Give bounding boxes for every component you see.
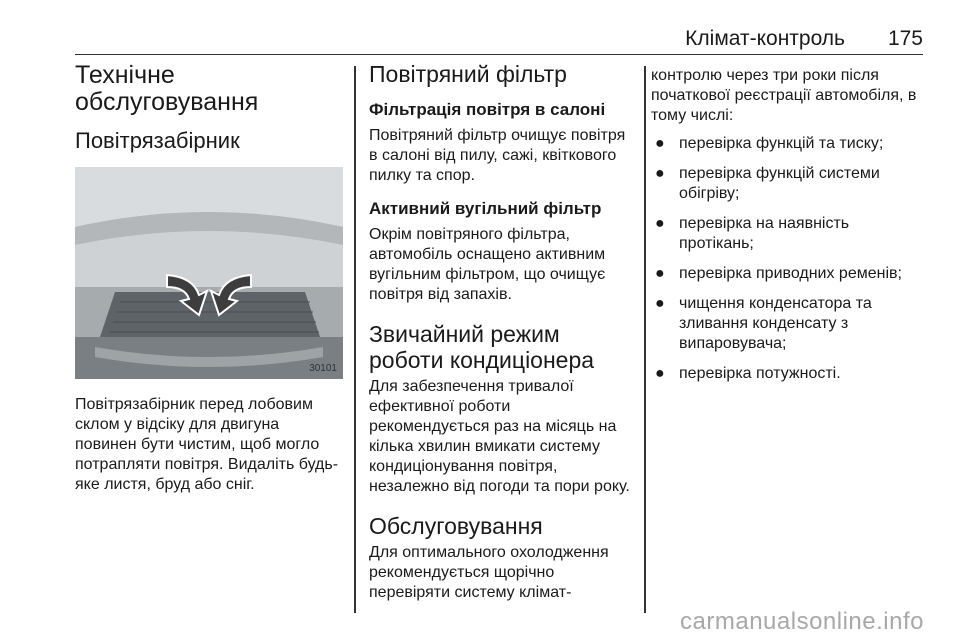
air-intake-heading: Повітрязабірник: [75, 128, 240, 153]
air-intake-text: Повітрязабірник перед лобовим склом у відсіку для двигуна повинен бути чистим, щоб могло потрапляти повітря. Видаліть будь-яке листя, бруд або сніг.: [75, 396, 339, 493]
bullet-icon: ●: [655, 135, 665, 152]
cabin-filtration-text: Повітряний фільтр очищує повітря в салоні від пилу, сажі, квіткового пилку та спор.: [369, 127, 626, 184]
bullet-icon: ●: [655, 295, 665, 312]
carbon-filter-heading: Активний вугільний фільтр: [369, 199, 602, 218]
list-item-text: перевірка функцій системи обігріву;: [679, 165, 880, 202]
list-item: [651, 264, 923, 284]
figure-label: 30101: [309, 363, 337, 374]
column-divider-2: [644, 66, 646, 613]
list-item-text: перевірка на наявність протікань;: [679, 215, 850, 252]
air-intake-figure: [75, 167, 343, 379]
column-1: [75, 62, 343, 495]
list-item: [651, 214, 923, 254]
service-heading: Обслуговування: [369, 513, 543, 539]
service-checklist: [651, 134, 923, 384]
list-item-text: перевірка потужності.: [679, 365, 841, 382]
list-item: [651, 294, 923, 354]
regular-operation-heading: Звичайний режим роботи кондиціонера: [369, 321, 595, 373]
bullet-icon: ●: [655, 265, 665, 282]
column-2: [369, 62, 634, 603]
page-number: 175: [887, 27, 923, 50]
list-item: [651, 164, 923, 204]
list-item: [651, 134, 923, 154]
section-title: Клімат-контроль: [685, 27, 845, 50]
list-item: [651, 364, 923, 384]
air-intake-illustration: [75, 167, 343, 379]
list-item-text: перевірка приводних ременів;: [679, 265, 902, 282]
list-item-text: чищення конденсатора та зливання конденсату з випаровувача;: [679, 295, 872, 352]
column-divider-1: [354, 66, 356, 613]
service-continued-text: контролю через три роки після початкової реєстрації автомобіля, в тому числі:: [651, 67, 917, 124]
regular-operation-text: Для забезпечення тривалої ефективної роботи рекомендується раз на місяць на кілька хвилин вмикати систему кондиціонування повітря, незалежно від погоди та пори року.: [369, 378, 630, 495]
column-3: [651, 66, 923, 394]
carbon-filter-text: Окрім повітряного фільтра, автомобіль оснащено активним вугільним фільтром, що очищує повітря від запахів.: [369, 226, 606, 303]
cabin-filtration-heading: Фільтрація повітря в салоні: [369, 100, 606, 119]
air-filter-heading: Повітряний фільтр: [369, 61, 567, 87]
list-item-text: перевірка функцій та тиску;: [679, 135, 884, 152]
watermark: carmanualsonline.info: [680, 608, 924, 635]
bullet-icon: ●: [655, 165, 665, 182]
bullet-icon: ●: [655, 365, 665, 382]
page-title: Технічне обслуговування: [75, 61, 259, 116]
service-text: Для оптимального охолодження рекомендується щорічно перевіряти систему клімат-: [369, 544, 609, 601]
bullet-icon: ●: [655, 215, 665, 232]
page-header: [75, 24, 923, 55]
